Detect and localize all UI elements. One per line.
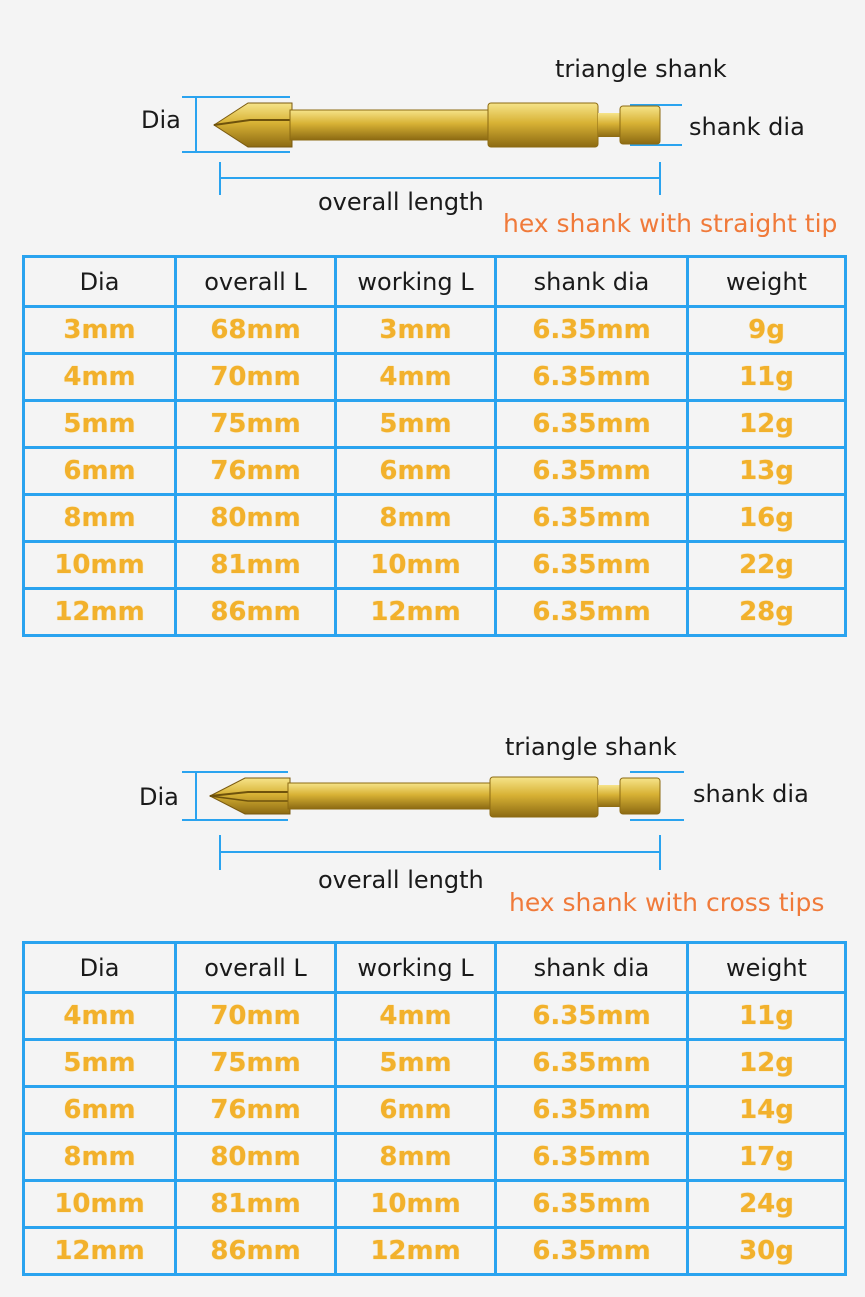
cell-shank-dia: 6.35mm: [496, 307, 688, 354]
straight-tip-spec-table: [22, 255, 847, 637]
cell-working-l: 4mm: [336, 354, 496, 401]
table-header-row: [24, 943, 846, 993]
cell-weight: 11g: [688, 354, 846, 401]
cell-overall-l: 80mm: [176, 495, 336, 542]
header-weight: weight: [688, 257, 846, 307]
cell-weight: 12g: [688, 401, 846, 448]
cell-dia: 8mm: [24, 1134, 176, 1181]
cell-overall-l: 81mm: [176, 542, 336, 589]
cell-weight: 9g: [688, 307, 846, 354]
cell-dia: 4mm: [24, 993, 176, 1040]
cell-shank-dia: 6.35mm: [496, 1087, 688, 1134]
cell-dia: 12mm: [24, 1228, 176, 1275]
cell-overall-l: 86mm: [176, 589, 336, 636]
table-row: [24, 448, 846, 495]
table-row: [24, 1040, 846, 1087]
cell-dia: 12mm: [24, 589, 176, 636]
cell-dia: 8mm: [24, 495, 176, 542]
table-row: [24, 1134, 846, 1181]
cell-shank-dia: 6.35mm: [496, 401, 688, 448]
dia-label: Dia: [141, 106, 181, 134]
table-row: [24, 1181, 846, 1228]
table-row: [24, 542, 846, 589]
cell-overall-l: 81mm: [176, 1181, 336, 1228]
cell-working-l: 3mm: [336, 307, 496, 354]
cell-working-l: 10mm: [336, 542, 496, 589]
cell-dia: 3mm: [24, 307, 176, 354]
cell-dia: 5mm: [24, 1040, 176, 1087]
header-shank-dia: shank dia: [496, 257, 688, 307]
cell-weight: 28g: [688, 589, 846, 636]
cell-shank-dia: 6.35mm: [496, 589, 688, 636]
variant-title: hex shank with cross tips: [509, 888, 825, 917]
cell-shank-dia: 6.35mm: [496, 448, 688, 495]
cell-overall-l: 80mm: [176, 1134, 336, 1181]
cell-working-l: 8mm: [336, 1134, 496, 1181]
cell-weight: 30g: [688, 1228, 846, 1275]
header-working-l: working L: [336, 257, 496, 307]
header-dia: Dia: [24, 943, 176, 993]
triangle-shank-label: triangle shank: [505, 733, 677, 761]
overall-length-label: overall length: [318, 866, 484, 894]
cell-weight: 12g: [688, 1040, 846, 1087]
cell-dia: 4mm: [24, 354, 176, 401]
cell-overall-l: 86mm: [176, 1228, 336, 1275]
table-row: [24, 1087, 846, 1134]
table-row: [24, 993, 846, 1040]
cell-overall-l: 76mm: [176, 1087, 336, 1134]
drill-bit: [214, 103, 660, 147]
cell-dia: 6mm: [24, 448, 176, 495]
table-row: [24, 307, 846, 354]
overall-length-label: overall length: [318, 188, 484, 216]
header-weight: weight: [688, 943, 846, 993]
cell-working-l: 6mm: [336, 448, 496, 495]
header-dia: Dia: [24, 257, 176, 307]
header-working-l: working L: [336, 943, 496, 993]
cell-dia: 5mm: [24, 401, 176, 448]
cell-weight: 14g: [688, 1087, 846, 1134]
cell-working-l: 8mm: [336, 495, 496, 542]
cell-weight: 24g: [688, 1181, 846, 1228]
table-row: [24, 401, 846, 448]
cell-working-l: 12mm: [336, 589, 496, 636]
cell-shank-dia: 6.35mm: [496, 542, 688, 589]
table-row: [24, 1228, 846, 1275]
cross-tips-spec-table: [22, 941, 847, 1276]
cross-tips-section: [0, 680, 865, 1297]
header-overall-l: overall L: [176, 257, 336, 307]
variant-title: hex shank with straight tip: [503, 209, 838, 238]
cell-overall-l: 75mm: [176, 1040, 336, 1087]
header-overall-l: overall L: [176, 943, 336, 993]
cell-working-l: 5mm: [336, 1040, 496, 1087]
cell-shank-dia: 6.35mm: [496, 993, 688, 1040]
cell-weight: 16g: [688, 495, 846, 542]
cell-dia: 6mm: [24, 1087, 176, 1134]
cell-shank-dia: 6.35mm: [496, 1228, 688, 1275]
triangle-shank-label: triangle shank: [555, 55, 727, 83]
cell-shank-dia: 6.35mm: [496, 354, 688, 401]
drill-bit: [210, 777, 660, 817]
cell-overall-l: 75mm: [176, 401, 336, 448]
cell-shank-dia: 6.35mm: [496, 1134, 688, 1181]
dia-label: Dia: [139, 783, 179, 811]
cell-overall-l: 70mm: [176, 993, 336, 1040]
cell-overall-l: 70mm: [176, 354, 336, 401]
cell-shank-dia: 6.35mm: [496, 1040, 688, 1087]
shank-dia-label: shank dia: [693, 780, 809, 808]
cell-overall-l: 68mm: [176, 307, 336, 354]
shank-dia-label: shank dia: [689, 113, 805, 141]
table-row: [24, 589, 846, 636]
table-row: [24, 495, 846, 542]
header-shank-dia: shank dia: [496, 943, 688, 993]
cell-shank-dia: 6.35mm: [496, 495, 688, 542]
cell-working-l: 10mm: [336, 1181, 496, 1228]
cell-dia: 10mm: [24, 1181, 176, 1228]
cell-weight: 13g: [688, 448, 846, 495]
cell-dia: 10mm: [24, 542, 176, 589]
cell-weight: 17g: [688, 1134, 846, 1181]
cell-working-l: 4mm: [336, 993, 496, 1040]
cell-working-l: 12mm: [336, 1228, 496, 1275]
table-header-row: [24, 257, 846, 307]
cell-weight: 11g: [688, 993, 846, 1040]
cell-weight: 22g: [688, 542, 846, 589]
cell-shank-dia: 6.35mm: [496, 1181, 688, 1228]
cell-overall-l: 76mm: [176, 448, 336, 495]
cell-working-l: 6mm: [336, 1087, 496, 1134]
table-row: [24, 354, 846, 401]
cell-working-l: 5mm: [336, 401, 496, 448]
